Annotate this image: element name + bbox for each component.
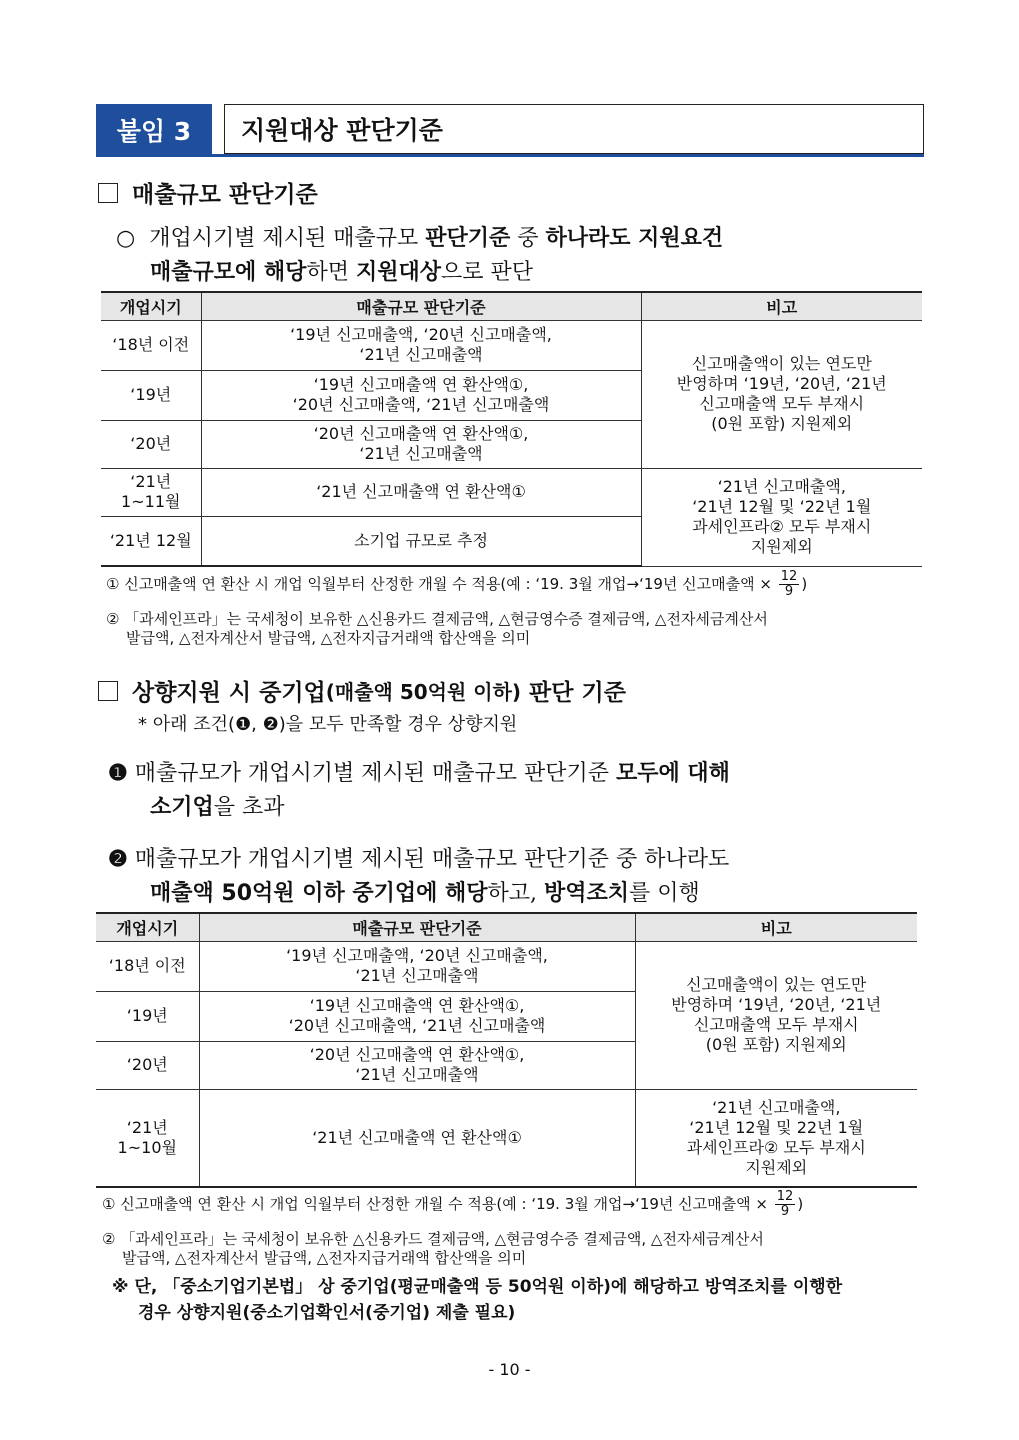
table-row: ‘21년 1~10월 ‘21년 신고매출액 연 환산액① ‘21년 신고매출액, ‘21년 12월 및 22년 1월 과세인프라② 모두 부재시 지원제외 xyxy=(96,1089,917,1187)
table-row: ‘19년 ‘19년 신고매출액 연 환산액①, ‘20년 신고매출액, ‘21년 신고매출액 xyxy=(101,370,922,420)
table-row: ‘21년 1~11월 ‘21년 신고매출액 연 환산액① ‘21년 신고매출액, ‘21년 12월 및 ‘22년 1월 과세인프라② 모두 부재시 지원제외 xyxy=(101,468,922,516)
remark-cell: ‘21년 신고매출액, ‘21년 12월 및 22년 1월 과세인프라② 모두 부재시 지원제외 xyxy=(635,1089,917,1187)
number-1-icon: ❶ xyxy=(108,760,128,786)
footnote-2: ② 「과세인프라」는 국세청이 보유한 △신용카드 결제금액, △현금영수증 결제금액, △전자세금계산서 발급액, △전자계산서 발급액, △전자지급거래액 합산액을 의미 xyxy=(102,1230,764,1267)
header-period: 개업시기 xyxy=(101,292,201,320)
section2-subnote: * 아래 조건(❶, ❷)을 모두 만족할 경우 상향지원 xyxy=(138,714,518,735)
footnote-2: ② 「과세인프라」는 국세청이 보유한 △신용카드 결제금액, △현금영수증 결제금액, △전자세금계산서 발급액, △전자계산서 발급액, △전자지급거래액 합산액을 의미 xyxy=(106,610,768,647)
header-criteria: 매출규모 판단기준 xyxy=(199,913,635,941)
number-2-icon: ❷ xyxy=(108,846,128,872)
page-header xyxy=(96,104,924,156)
fraction: $\frac{12}{9}$ xyxy=(780,569,798,599)
table-row: ‘18년 이전 ‘19년 신고매출액, ‘20년 신고매출액, ‘21년 신고매출액 신고매출액이 있는 연도만 반영하며 ‘19년, ‘20년, ‘21년 신고매출액 모두 부재시 (0원 포함) 지원제외 xyxy=(96,941,917,991)
header-remark: 비고 xyxy=(635,913,917,941)
table-header-row xyxy=(96,913,917,941)
table-row: ‘21년 12월 소기업 규모로 추정 xyxy=(101,516,922,566)
fraction: $\frac{12}{9}$ xyxy=(776,1189,794,1219)
table-row: ‘19년 ‘19년 신고매출액 연 환산액①, ‘20년 신고매출액, ‘21년 신고매출액 xyxy=(96,991,917,1041)
table-row: ‘20년 ‘20년 신고매출액 연 환산액①, ‘21년 신고매출액 xyxy=(101,420,922,468)
section1-title: 매출규모 판단기준 xyxy=(98,176,318,209)
table1 xyxy=(101,291,922,567)
remark-cell: 신고매출액이 있는 연도만 반영하며 ‘19년, ‘20년, ‘21년 신고매출액 모두 부재시 (0원 포함) 지원제외 xyxy=(641,320,922,468)
header-underline xyxy=(96,154,924,157)
condition-2: ❷ 매출규모가 개업시기별 제시된 매출규모 판단기준 중 하나라도 매출액 50억원 이하 중기업에 해당하고, 방역조치를 이행 xyxy=(108,846,730,906)
checkbox-square-icon xyxy=(98,183,118,203)
remark-cell: ‘21년 신고매출액, ‘21년 12월 및 ‘22년 1월 과세인프라② 모두 부재시 지원제외 xyxy=(641,468,922,566)
header-period: 개업시기 xyxy=(96,913,199,941)
bullet-circle-icon: ○ xyxy=(116,226,136,251)
page-title: 지원대상 판단기준 xyxy=(224,104,924,154)
table2 xyxy=(96,912,917,1188)
condition-1: ❶ 매출규모가 개업시기별 제시된 매출규모 판단기준 모두에 대해 소기업을 초과 xyxy=(108,760,730,820)
attachment-badge: 붙임 3 xyxy=(96,104,212,156)
table-row: ‘20년 ‘20년 신고매출액 연 환산액①, ‘21년 신고매출액 xyxy=(96,1041,917,1089)
section1-paragraph: ○ 개업시기별 제시된 매출규모 판단기준 중 하나라도 지원요건 매출규모에 해당하면 지원대상으로 판단 xyxy=(116,226,724,285)
table-row: ‘18년 이전 ‘19년 신고매출액, ‘20년 신고매출액, ‘21년 신고매출액 신고매출액이 있는 연도만 반영하며 ‘19년, ‘20년, ‘21년 신고매출액 모두 부재시 (0원 포함) 지원제외 xyxy=(101,320,922,370)
footnote-1: ① 신고매출액 연 환산 시 개업 익월부터 산정한 개월 수 적용(예 : ‘19. 3월 개업→‘19년 신고매출액 × $\frac{12}{9}$ ) xyxy=(102,1189,804,1219)
page-number: - 10 - xyxy=(488,1360,531,1379)
footnote-1: ① 신고매출액 연 환산 시 개업 익월부터 산정한 개월 수 적용(예 : ‘19. 3월 개업→‘19년 신고매출액 × $\frac{12}{9}$ ) xyxy=(106,569,808,599)
header-criteria: 매출규모 판단기준 xyxy=(201,292,641,320)
remark-cell: 신고매출액이 있는 연도만 반영하며 ‘19년, ‘20년, ‘21년 신고매출액 모두 부재시 (0원 포함) 지원제외 xyxy=(635,941,917,1089)
checkbox-square-icon xyxy=(98,681,118,701)
section2-title: 상향지원 시 중기업 (매출액 50억원 이하) 판단 기준 xyxy=(98,674,626,707)
header-remark: 비고 xyxy=(641,292,922,320)
special-note: ※ 단, 「중소기업기본법」 상 중기업(평균매출액 등 50억원 이하)에 해당하고 방역조치를 이행한 경우 상향지원(중소기업확인서(중기업) 제출 필요) xyxy=(112,1277,843,1323)
table-header-row xyxy=(101,292,922,320)
